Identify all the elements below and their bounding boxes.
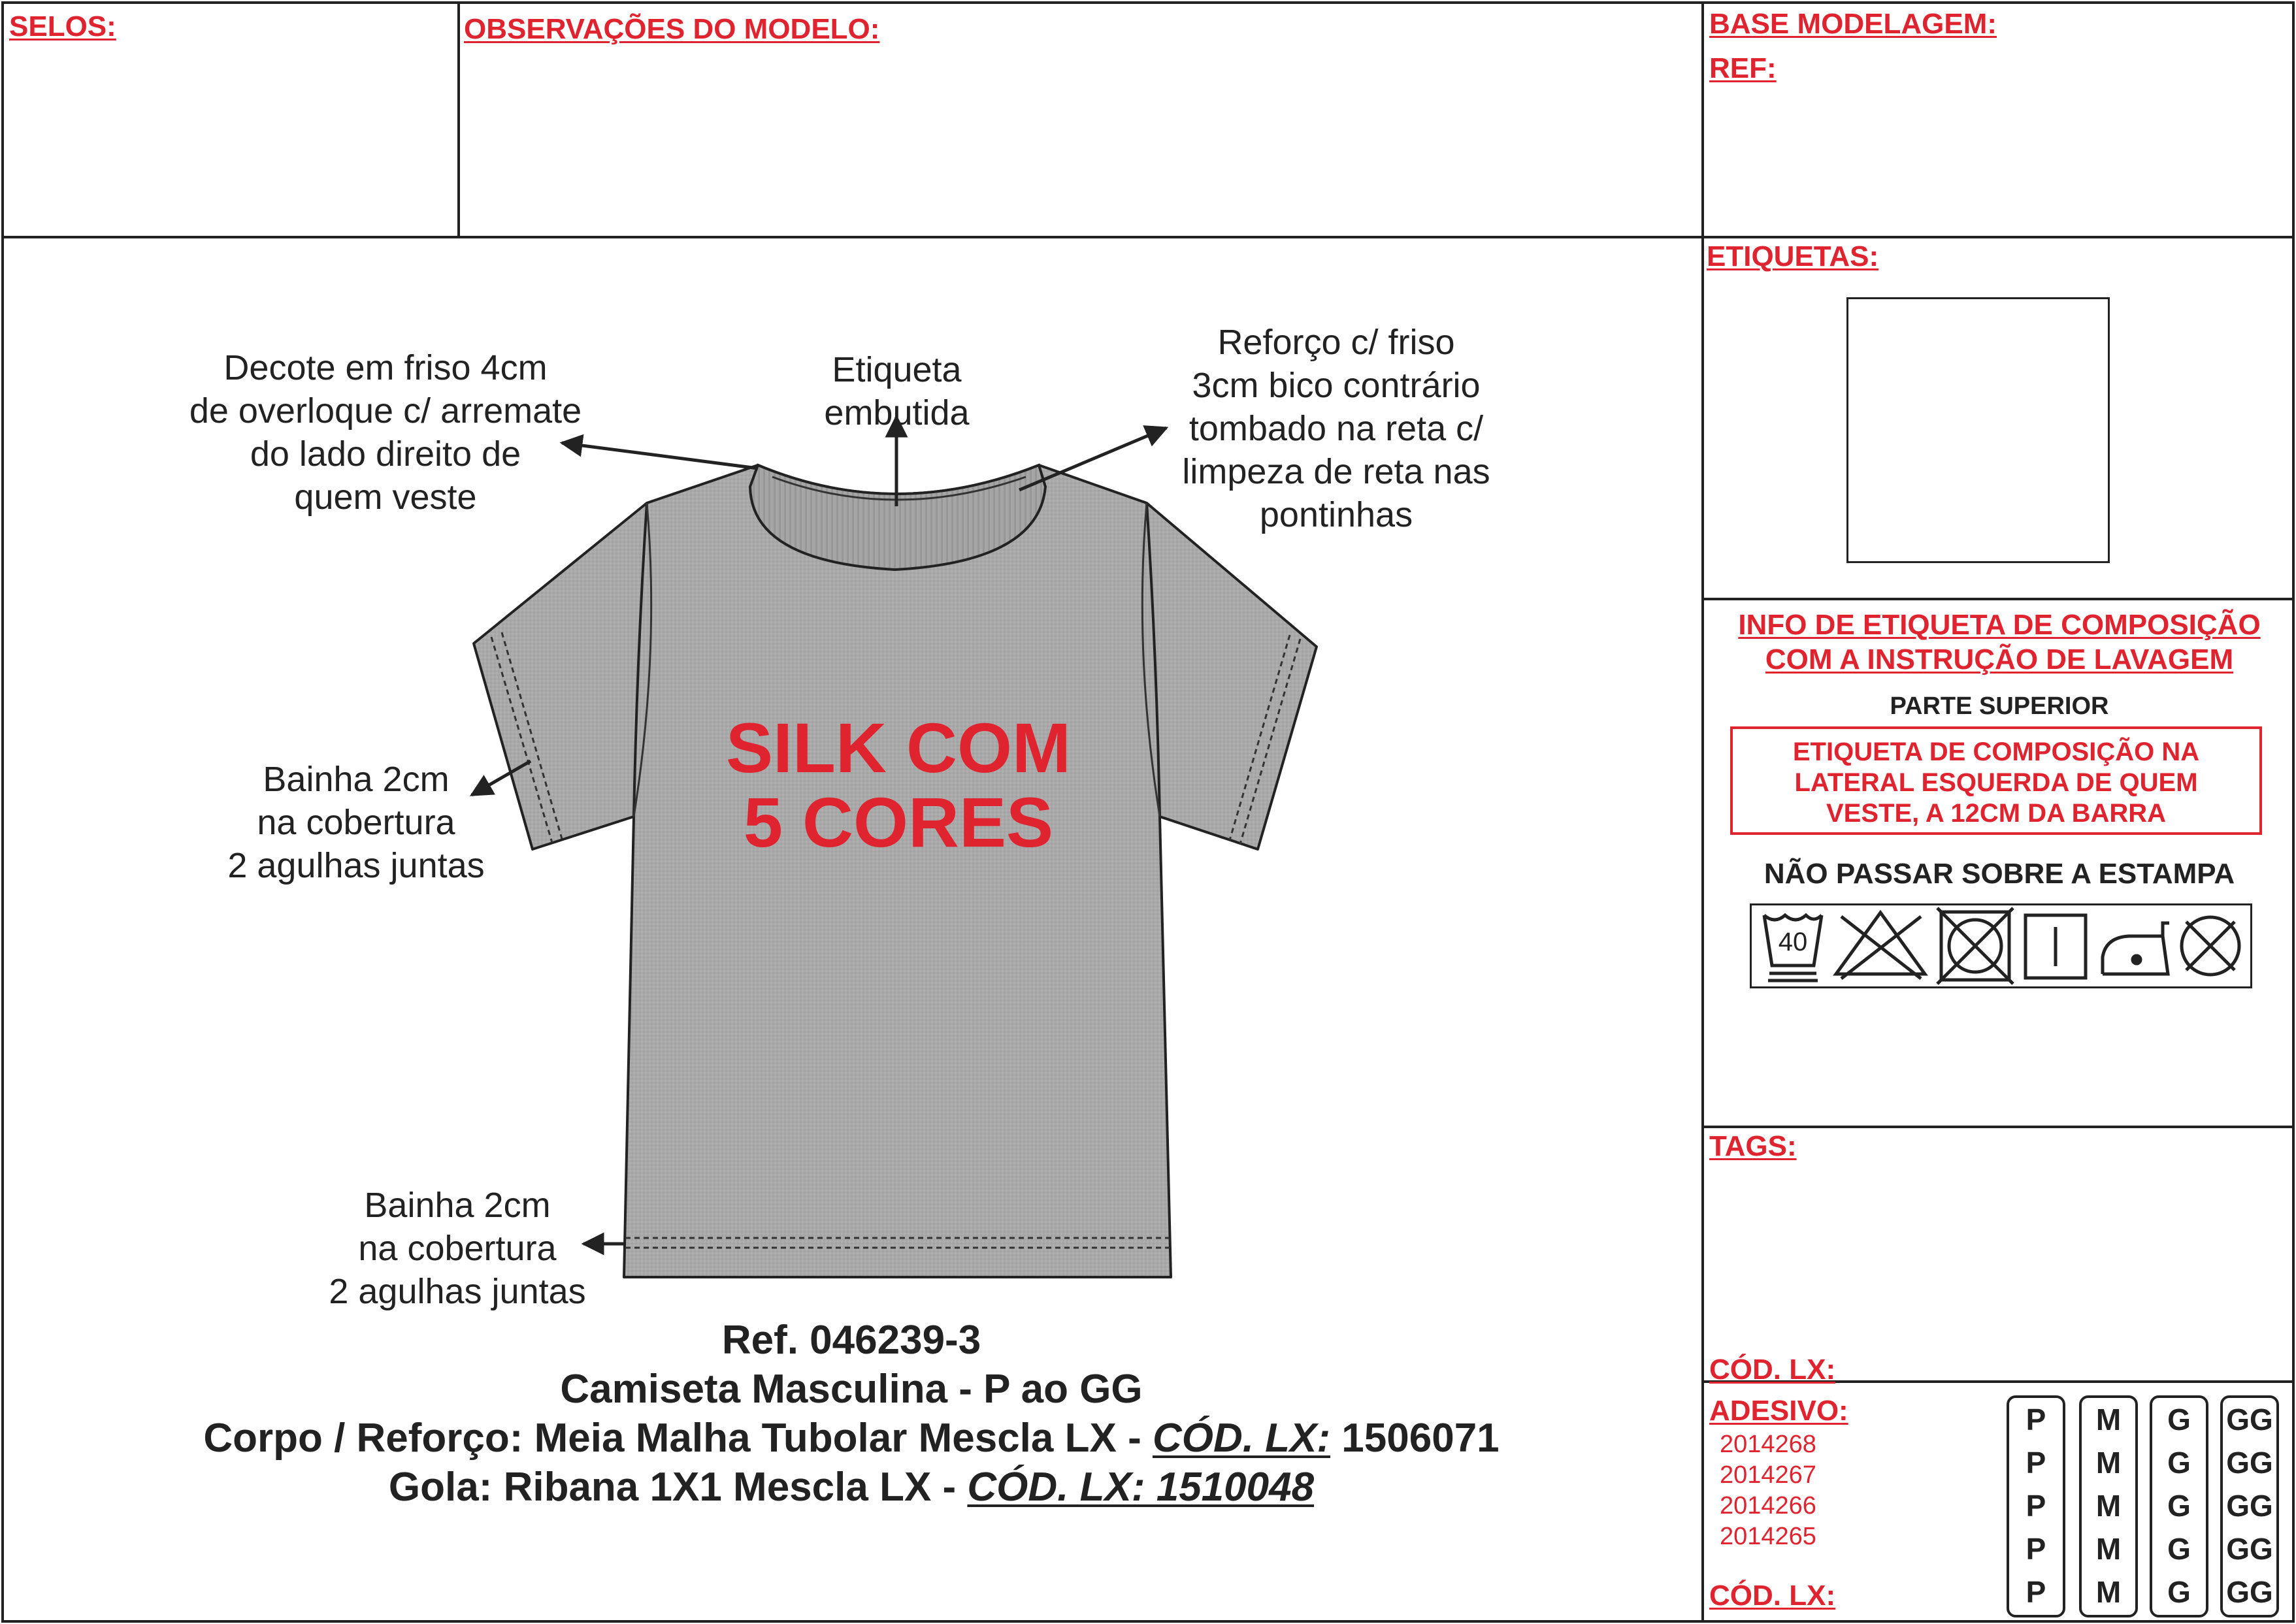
silk-print-text (653, 708, 1143, 862)
tshirt-body (624, 465, 1171, 1277)
ref-label: REF: (1709, 52, 1777, 84)
size-cell: M (2095, 1446, 2122, 1480)
adesivo-code: 2014268 (1720, 1431, 1816, 1458)
size-cell: M (2095, 1575, 2122, 1609)
callout-neckline-line: de overloque c/ arremate (189, 391, 582, 430)
caption-ref: Ref. 046239-3 (721, 1318, 981, 1363)
caption-product: Camiseta Masculina - P ao GG (560, 1367, 1143, 1412)
etiquetas-label: ETIQUETAS: (1707, 240, 1879, 272)
size-column-gg (2220, 1395, 2279, 1617)
callout-neckline (163, 346, 608, 519)
base-modelagem-label: BASE MODELAGEM: (1709, 8, 1997, 40)
size-cell: P (2025, 1575, 2046, 1609)
caption-body-prefix: Corpo / Reforço: Meia Malha Tubolar Mescla LX - (203, 1416, 1153, 1461)
callout-label-line: Etiqueta (832, 350, 962, 389)
wash-40-icon (1764, 915, 1822, 981)
size-cell: GG (2226, 1403, 2273, 1437)
callout-reinforcement-line: pontinhas (1259, 495, 1413, 534)
callout-bottom-hem-line: 2 agulhas juntas (329, 1272, 586, 1311)
callout-reinforcement-line: limpeza de reta nas (1182, 452, 1490, 491)
composition-note-line1: ETIQUETA DE COMPOSIÇÃO NA (1792, 738, 2200, 766)
iron-low-icon (2103, 923, 2169, 974)
info-title-line2: COM A INSTRUÇÃO DE LAVAGEM (1765, 643, 2234, 675)
callout-bottom-hem-line: na cobertura (358, 1229, 557, 1268)
callout-label-line: embutida (824, 393, 970, 432)
adesivo-code: 2014265 (1720, 1523, 1816, 1550)
size-cell: P (2025, 1403, 2046, 1437)
callout-sleeve-hem-line: Bainha 2cm (263, 760, 450, 799)
label-placeholder-box (1846, 297, 2110, 563)
composition-note-box (1730, 726, 2262, 835)
adesivo-label: ADESIVO: (1709, 1395, 1848, 1427)
callout-label (771, 348, 1023, 434)
wash-temp: 40 (1778, 928, 1808, 956)
size-column-g (2150, 1395, 2208, 1617)
selos-label: SELOS: (9, 10, 116, 42)
size-cell: P (2025, 1489, 2046, 1523)
caption-body-material (0, 1414, 1703, 1463)
callout-sleeve-hem (196, 758, 516, 887)
composition-note-line2: LATERAL ESQUERDA DE QUEM (1794, 768, 2198, 797)
no-dry-clean-icon (2182, 917, 2239, 975)
caption-collar-prefix: Gola: Ribana 1X1 Mescla LX - (388, 1465, 968, 1510)
callout-bottom-hem-line: Bainha 2cm (364, 1186, 551, 1225)
etiquetas-divider (1701, 598, 2295, 600)
adesivo-code: 2014266 (1720, 1492, 1816, 1519)
parte-superior-label: PARTE SUPERIOR (1890, 692, 2109, 720)
composition-note-line3: VESTE, A 12CM DA BARRA (1826, 799, 2167, 828)
right-sleeve (1147, 503, 1317, 849)
nao-passar-label: NÃO PASSAR SOBRE A ESTAMPA (1763, 858, 2235, 890)
size-cell: G (2167, 1489, 2191, 1523)
silk-print-line2: 5 CORES (743, 783, 1054, 862)
size-cell: GG (2226, 1446, 2273, 1480)
size-cell: G (2167, 1575, 2191, 1609)
cod-lx-label: CÓD. LX: (1709, 1354, 1836, 1386)
caption-collar-material (0, 1463, 1703, 1512)
observacoes-label: OBSERVAÇÕES DO MODELO: (464, 13, 880, 45)
size-cell: G (2167, 1403, 2191, 1437)
callout-neckline-line: quem veste (294, 478, 477, 517)
size-cell: GG (2226, 1532, 2273, 1566)
size-cell: M (2095, 1532, 2122, 1566)
callout-sleeve-hem-line: 2 agulhas juntas (227, 846, 485, 885)
callout-reinforcement-line: 3cm bico contrário (1192, 366, 1481, 405)
caption-collar-cod: CÓD. LX: 1510048 (967, 1465, 1315, 1510)
callout-neckline-line: Decote em friso 4cm (223, 348, 548, 387)
callout-neckline-line: do lado direito de (250, 434, 521, 474)
cod-lx-bottom-label: CÓD. LX: (1709, 1580, 1836, 1612)
size-cell: M (2095, 1403, 2122, 1437)
callout-sleeve-hem-line: na cobertura (257, 803, 455, 842)
caption-body-cod-label: CÓD. LX: (1152, 1416, 1331, 1461)
adesivo-code: 2014267 (1720, 1461, 1816, 1489)
callout-reinforcement-line: tombado na reta c/ (1189, 409, 1484, 448)
callout-reinforcement (1124, 321, 1549, 536)
size-column-m (2079, 1395, 2138, 1617)
size-cell: P (2025, 1532, 2046, 1566)
size-cell: P (2025, 1446, 2046, 1480)
no-bleach-icon (1836, 913, 1925, 979)
info-title-line1: INFO DE ETIQUETA DE COMPOSIÇÃO (1738, 609, 2261, 641)
caption-body-cod-value: 1506071 (1330, 1416, 1500, 1461)
size-cell: G (2167, 1446, 2191, 1480)
size-column-p (2007, 1395, 2065, 1617)
silk-print-line1: SILK COM (726, 708, 1071, 787)
size-cell: GG (2226, 1489, 2273, 1523)
callout-bottom-hem (297, 1184, 617, 1313)
size-cell: G (2167, 1532, 2191, 1566)
no-tumble-dry-icon (1937, 908, 2013, 984)
line-dry-icon (2025, 915, 2086, 978)
adesivo-codes (1720, 1429, 1816, 1552)
care-symbols (1750, 903, 2252, 988)
size-cell: M (2095, 1489, 2122, 1523)
tags-divider (1701, 1126, 2295, 1128)
callout-reinforcement-line: Reforço c/ friso (1217, 323, 1455, 362)
tags-label: TAGS: (1709, 1130, 1797, 1162)
size-cell: GG (2226, 1575, 2273, 1609)
